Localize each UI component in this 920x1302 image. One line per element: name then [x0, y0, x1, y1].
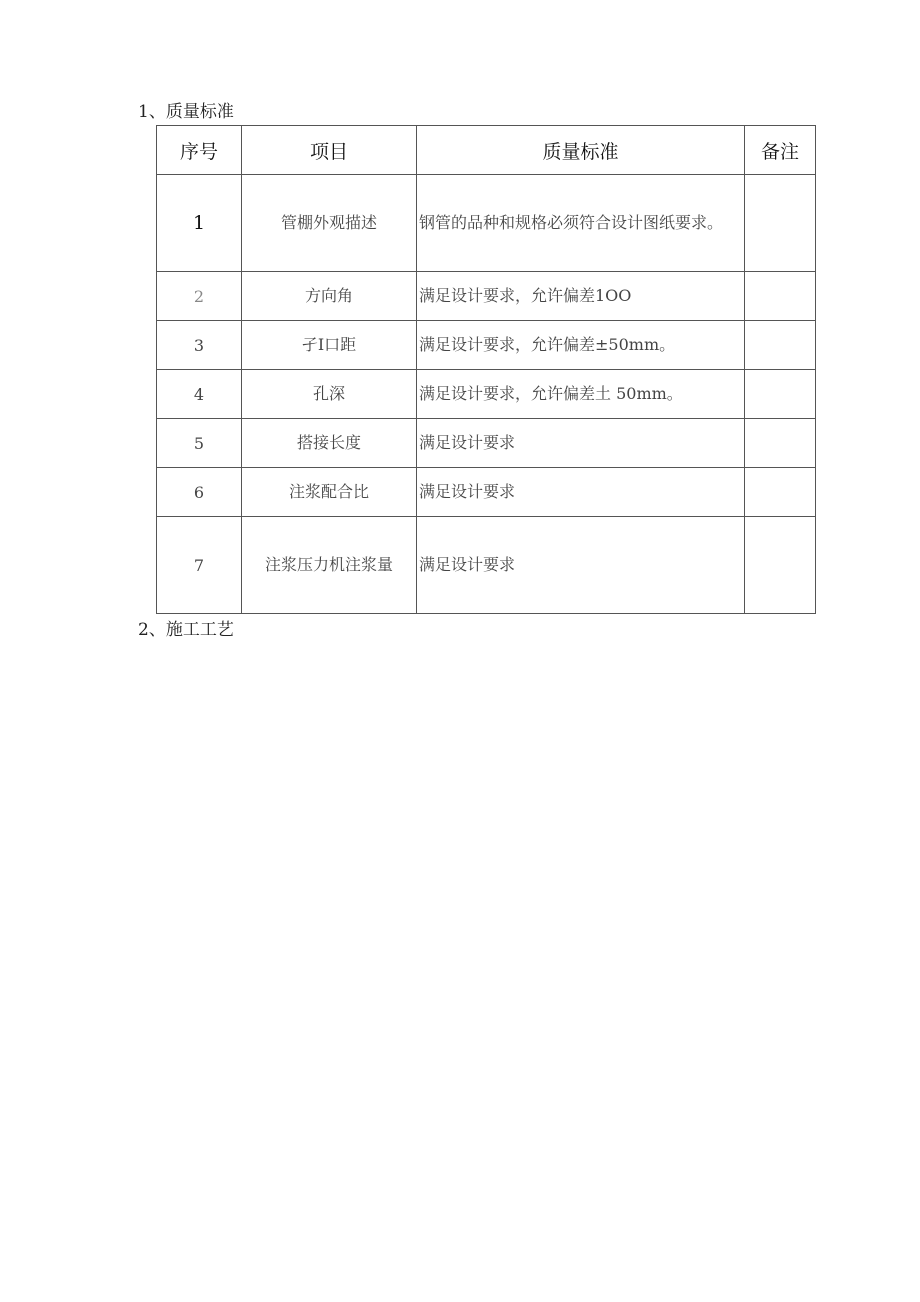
section-heading-quality-standard: 1、质量标准	[138, 102, 234, 122]
section-heading-construction-process: 2、施工工艺	[138, 620, 234, 640]
row-standard: 满足设计要求，允许偏差土 50mm。	[417, 370, 745, 419]
row-remark	[745, 370, 816, 419]
table-row	[157, 468, 816, 517]
row-no: 2	[157, 272, 242, 321]
row-remark	[745, 321, 816, 370]
row-standard: 满足设计要求	[417, 419, 745, 468]
row-no: 4	[157, 370, 242, 419]
quality-standard-table	[156, 125, 816, 614]
header-remark: 备注	[745, 126, 816, 175]
row-remark	[745, 517, 816, 614]
row-standard: 满足设计要求	[417, 468, 745, 517]
row-item: 注浆压力机注浆量	[242, 517, 417, 614]
header-standard: 质量标准	[417, 126, 745, 175]
row-no: 7	[157, 517, 242, 614]
row-remark	[745, 175, 816, 272]
table-row	[157, 419, 816, 468]
row-no: 5	[157, 419, 242, 468]
row-no: 3	[157, 321, 242, 370]
row-standard: 满足设计要求，允许偏差±50mm。	[417, 321, 745, 370]
row-item: 注浆配合比	[242, 468, 417, 517]
row-remark	[745, 419, 816, 468]
row-item: 孑I口距	[242, 321, 417, 370]
header-no: 序号	[157, 126, 242, 175]
row-standard: 钢管的品种和规格必须符合设计图纸要求。	[417, 175, 745, 272]
row-no: 1	[157, 175, 242, 272]
row-item: 方向角	[242, 272, 417, 321]
row-remark	[745, 468, 816, 517]
table-row	[157, 272, 816, 321]
table-row	[157, 175, 816, 272]
header-item: 项目	[242, 126, 417, 175]
row-standard: 满足设计要求，允许偏差1OO	[417, 272, 745, 321]
row-no: 6	[157, 468, 242, 517]
row-standard: 满足设计要求	[417, 517, 745, 614]
table-header-row	[157, 126, 816, 175]
table-row	[157, 321, 816, 370]
table-row	[157, 370, 816, 419]
table-row	[157, 517, 816, 614]
row-item: 管棚外观描述	[242, 175, 417, 272]
row-item: 孔深	[242, 370, 417, 419]
row-item: 搭接长度	[242, 419, 417, 468]
row-remark	[745, 272, 816, 321]
